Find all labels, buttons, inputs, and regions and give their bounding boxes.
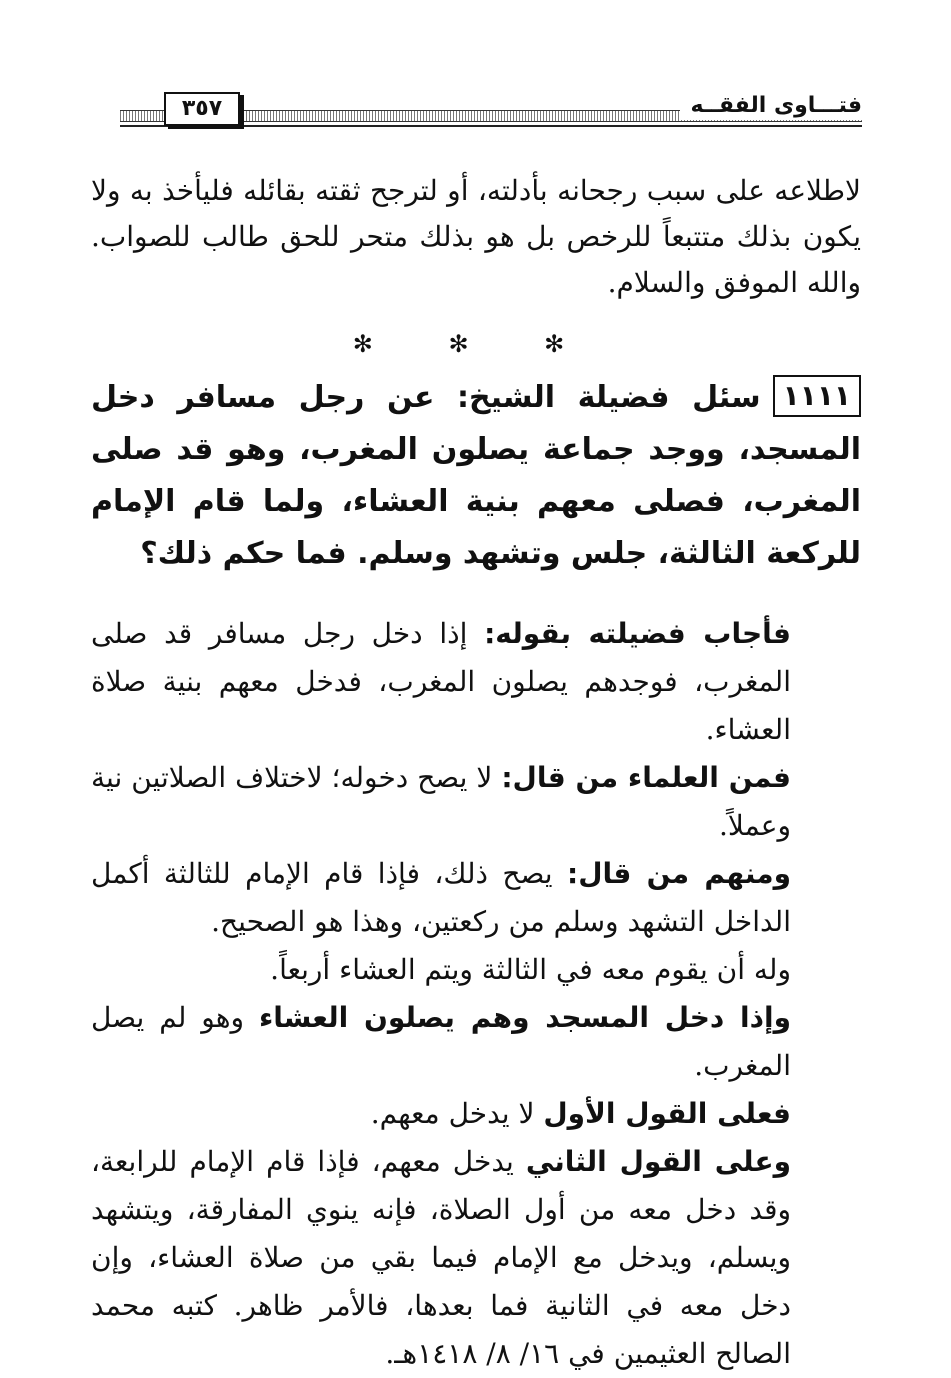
page-number: ٣٥٧ xyxy=(164,92,240,126)
answer-text-6: لا يدخل معهم. xyxy=(370,1097,544,1130)
answer-text-4: وله أن يقوم معه في الثالثة ويتم العشاء أربعاً. xyxy=(270,953,791,986)
answer-lead-5: وإذا دخل المسجد وهم يصلون العشاء xyxy=(258,1001,791,1034)
answer-text-1: إذا دخل رجل مسافر قد صلى المغرب، فوجدهم يصلون المغرب، فدخل معهم بنية صلاة العشاء. xyxy=(91,617,791,746)
answer-text-2: لا يصح دخوله؛ لاختلاف الصلاتين نية وعملاً. xyxy=(91,761,791,842)
question-number: ١١١١ xyxy=(773,375,861,417)
answer-paragraph-7 xyxy=(91,1138,861,1378)
answer-lead-2: فمن العلماء من قال: xyxy=(501,761,791,794)
answer-paragraph-2 xyxy=(91,754,861,850)
answer-paragraph-3 xyxy=(91,850,861,946)
answer-block xyxy=(91,610,861,1378)
intro-paragraph: لاطلاعه على سبب رجحانه بأدلته، أو لترجح ثقته بقائله فليأخذ به ولا يكون بذلك متتبعاً للرخص بل هو بذلك متحر للحق طالب للصواب. والله الموفق والسلام. xyxy=(91,174,861,299)
answer-lead-1: فأجاب فضيلته بقوله: xyxy=(484,617,791,650)
answer-paragraph-1 xyxy=(91,610,861,754)
page-header xyxy=(120,92,862,132)
answer-text-7: يدخل معهم، فإذا قام الإمام للرابعة، وقد دخل معه من أول الصلاة، فإنه ينوي المفارقة، ويتشهد ويسلم، ويدخل مع الإمام فيما بقي من صلاة العشاء، وإن دخل معه في الثانية فما بعدها، فالأمر ظاهر. كتبه محمد الصالح العثيمين في ١٦/ ٨/ ١٤١٨هـ. xyxy=(91,1145,791,1370)
answer-text-5: وهو لم يصل المغرب. xyxy=(91,1001,791,1082)
answer-lead-6: فعلى القول الأول xyxy=(543,1097,791,1130)
section-separator: ✻ ✻ ✻ xyxy=(352,330,599,358)
answer-paragraph-5 xyxy=(91,994,861,1090)
intro-paragraph-block xyxy=(91,168,861,306)
answer-text-3: يصح ذلك، فإذا قام الإمام للثالثة أكمل الداخل التشهد وسلم من ركعتين، وهذا هو الصحيح. xyxy=(91,857,791,938)
question-block xyxy=(91,372,861,580)
running-title: فتـــاوى الفقــه xyxy=(680,92,862,120)
answer-paragraph-6 xyxy=(91,1090,861,1138)
question-text: سئل فضيلة الشيخ: عن رجل مسافر دخل المسجد، ووجد جماعة يصلون المغرب، وهو قد صلى المغرب، فصلى معهم بنية العشاء، ولما قام الإمام للركعة الثالثة، جلس وتشهد وسلم. فما حكم ذلك؟ xyxy=(91,380,861,571)
answer-lead-3: ومنهم من قال: xyxy=(567,857,792,890)
answer-lead-7: وعلى القول الثاني xyxy=(525,1145,791,1178)
question-paragraph xyxy=(91,372,861,580)
answer-paragraph-4 xyxy=(91,946,861,994)
